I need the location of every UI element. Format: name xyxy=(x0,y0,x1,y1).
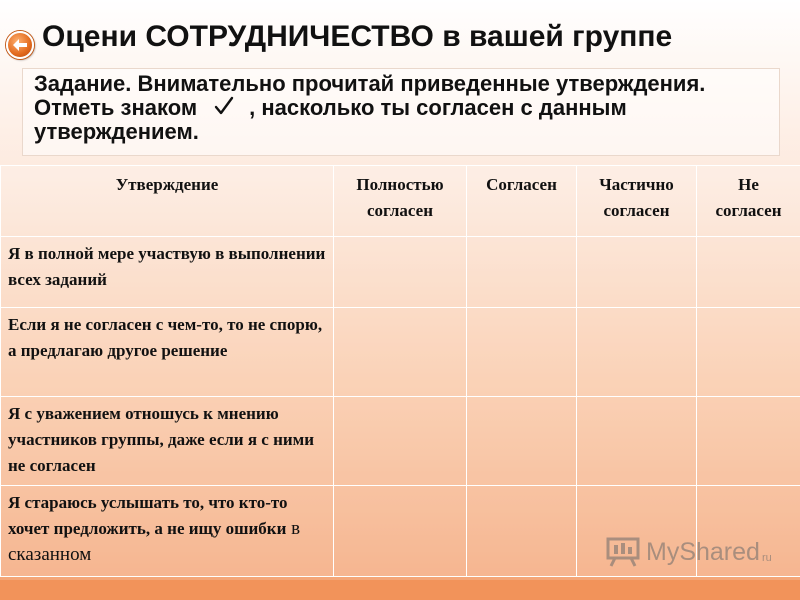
disagree-cell[interactable] xyxy=(697,397,800,486)
watermark xyxy=(606,536,772,568)
statement-cell xyxy=(1,486,334,577)
header-statement: Утверждение xyxy=(1,166,334,237)
table-header-row xyxy=(1,166,800,237)
page-title: Оцени СОТРУДНИЧЕСТВО в вашей группе xyxy=(42,20,673,53)
survey-table xyxy=(0,165,800,577)
statement-text: Я стараюсь услышать то, что кто-то хочет предложить, а не ищу ошибки xyxy=(8,493,288,538)
header-fully-agree: Полностью согласен xyxy=(334,166,467,237)
watermark-text: MyShared xyxy=(646,537,760,566)
agree-cell[interactable] xyxy=(467,308,577,397)
partly-agree-cell[interactable] xyxy=(577,397,697,486)
disagree-cell[interactable] xyxy=(697,308,800,397)
agree-cell[interactable] xyxy=(467,486,577,577)
header-agree: Согласен xyxy=(467,166,577,237)
partly-agree-cell[interactable] xyxy=(577,237,697,308)
task-text xyxy=(34,72,754,144)
disagree-cell[interactable] xyxy=(697,237,800,308)
table-row xyxy=(1,237,800,308)
fully-agree-cell[interactable] xyxy=(334,486,467,577)
table-row xyxy=(1,397,800,486)
header-disagree: Не согласен xyxy=(697,166,800,237)
task-text-part1: Задание. Внимательно прочитай приведенные утверждения. Отметь знаком xyxy=(34,71,706,120)
statement-cell: Если я не согласен с чем-то, то не спорю, а предлагаю другое решение xyxy=(1,308,334,397)
statement-tail: в сказанном xyxy=(8,518,301,565)
statement-cell: Я в полной мере участвую в выполнении всех заданий xyxy=(1,237,334,308)
header-partly-agree: Частично согласен xyxy=(577,166,697,237)
table-row xyxy=(1,308,800,397)
fully-agree-cell[interactable] xyxy=(334,397,467,486)
presentation-board-icon xyxy=(606,536,640,568)
back-button[interactable] xyxy=(6,31,34,59)
agree-cell[interactable] xyxy=(467,397,577,486)
statement-cell: Я с уважением отношусь к мнению участников группы, даже если я с ними не согласен xyxy=(1,397,334,486)
watermark-suffix: ru xyxy=(761,552,772,564)
partly-agree-cell[interactable] xyxy=(577,308,697,397)
bottom-bar xyxy=(0,580,800,600)
fully-agree-cell[interactable] xyxy=(334,237,467,308)
task-text-part2: , насколько ты согласен с данным утверждением. xyxy=(34,95,627,144)
agree-cell[interactable] xyxy=(467,237,577,308)
arrow-left-icon xyxy=(12,38,28,52)
fully-agree-cell[interactable] xyxy=(334,308,467,397)
